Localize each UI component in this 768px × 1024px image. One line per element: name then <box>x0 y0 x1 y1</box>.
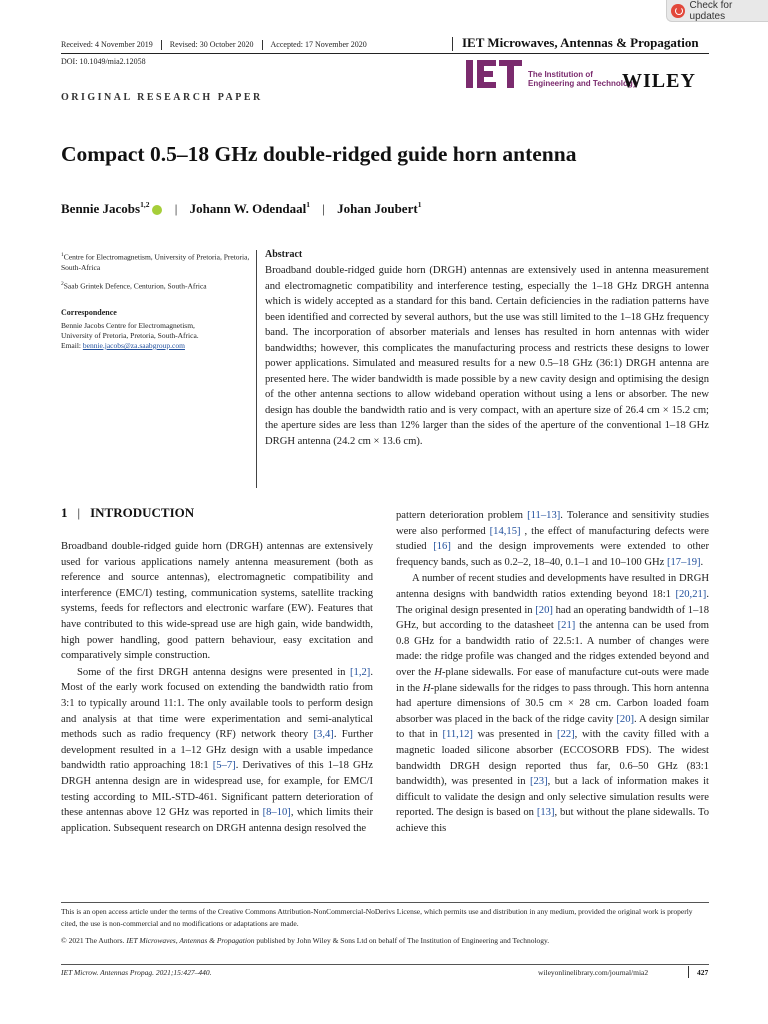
paragraph <box>396 571 709 836</box>
citation-link[interactable]: [13] <box>536 807 555 819</box>
paragraph <box>396 508 709 570</box>
citation-link[interactable]: [11–13] <box>527 510 561 521</box>
author-affiliation-marker: 1 <box>417 200 422 209</box>
left-column <box>61 539 373 836</box>
text-run: and the design improvements were extended to other frequency bands, such as 0.2–2, 18–40, 0.1–1 and 10–100 GHz <box>396 541 709 568</box>
abstract-divider <box>256 250 257 488</box>
correspondence-email-row <box>61 341 261 351</box>
email-label: Email: <box>61 341 81 350</box>
license-note: This is an open access article under the terms of the Creative Commons Attribution-NonCommercial-NoDerivs License, which permits use and distribution in any medium, provided the original work is properly cited, the use is non-commercial and no modifications or adaptations are made. <box>61 907 693 928</box>
author-separator: | <box>322 201 325 216</box>
text-run: , but without the plane sidewalls. To achieve this <box>396 807 709 834</box>
author-name[interactable]: Bennie Jacobs <box>61 201 141 216</box>
citation-link[interactable]: [21] <box>557 620 576 632</box>
iet-name-line2: Engineering and Technology <box>528 79 638 88</box>
text-run: the antenna can be used from 0.8 GHz for a bandwidth ratio of 22.5:1. A number of changes were made: the ridge profile was changed and the ridges extended beyond and over the <box>396 620 710 678</box>
author-name[interactable]: Johann W. Odendaal <box>189 201 307 216</box>
text-run: -plane sidewalls. For ease of manufacture cut-outs were made in the <box>396 666 709 694</box>
article-title: Compact 0.5–18 GHz double-ridged guide horn antenna <box>61 142 577 166</box>
citation-link[interactable]: [20,21] <box>675 588 707 600</box>
section-separator: | <box>77 505 81 520</box>
citation-link[interactable]: [22] <box>557 729 575 741</box>
text-run: , which limits their application. Subsequent research on DRGH antenna design resolved the <box>61 807 373 834</box>
text-run: . Tolerance and sensitivity studies were also performed <box>396 510 709 537</box>
text-run: . A design similar to that in <box>396 713 709 741</box>
author-affiliation-marker: 1,2 <box>140 200 150 209</box>
citation-link[interactable]: [20] <box>535 604 553 616</box>
author-name[interactable]: Johan Joubert <box>337 201 418 216</box>
text-run: , with the cavity filled with a magnetic loaded silicone absorber (ECCOSORB FDS). The widest bandwidth DRGH design reported thus far, 0.6–50 GHz (83:1 bandwidth), was presented in <box>396 729 710 788</box>
text-run: , but a lack of information makes it difficult to validate the design and only selective simulation results were reported. The design is based on <box>396 776 709 819</box>
text-run: had an operating bandwidth of 1–18 GHz, but according to the datasheet <box>396 604 709 632</box>
citation-line: IET Microw. Antennas Propag. 2021;15:427–440. <box>61 968 212 977</box>
iet-name-line1: The Institution of <box>528 70 593 79</box>
correspondence-line2: University of Pretoria, Pretoria, South-Africa. <box>61 331 199 340</box>
affiliation-text: Saab Grintek Defence, Centurion, South-Africa <box>63 281 207 291</box>
correspondence-line1: Bennie Jacobs Centre for Electromagnetism, <box>61 321 195 330</box>
email-link[interactable]: bennie.jacobs@za.saabgroup.com <box>82 341 185 350</box>
text-run: . The original design presented in <box>396 588 709 616</box>
section-number: 1 <box>61 505 68 520</box>
citation-link[interactable]: [11,12] <box>442 729 473 741</box>
paragraph: Broadband double-ridged guide horn (DRGH) antennas are extensively used for various applications namely antenna measurement (both as reference and source antennas), electromagnetic compatibility and interference (EMC/I) testing, communication systems, satellite tracking systems, feeds for reflectors and electronic warfare (EW). Features that have contributed to this wide-spread use are high gain, wide bandwidth, high power handling, good pattern behaviour, easy excitation and comparatively simple construction. <box>61 541 373 662</box>
accepted-date: Accepted: 17 November 2020 <box>270 40 367 49</box>
citation-link[interactable]: [23] <box>529 776 548 788</box>
check-for-updates-button[interactable] <box>666 0 768 22</box>
text-run: -plane sidewalls for the ridges to pass through. This horn antenna had aperture dimensions of 30.5 cm × 28 cm. Carbon loaded foam absorber was placed in the back of the ridge cavity <box>396 682 710 725</box>
iet-name <box>528 70 637 88</box>
footer-divider <box>688 966 689 978</box>
author-separator: | <box>174 201 178 216</box>
citation-link[interactable]: [14,15] <box>489 525 521 537</box>
wiley-logo: WILEY <box>622 70 696 92</box>
affiliation <box>61 279 261 292</box>
abstract-text: Broadband double-ridged guide horn (DRGH) antennas are extensively used in antenna measurement and electromagnetic compatibility and interference testing, especially the 1–18 GHz DRGH antenna which is widely accepted as a standard for this band. Certain deficiencies in the radiation patterns have been identified and corrected by several authors, but the use was still limited to the 1–18 GHz frequency band. The incorporation of absorber materials and lenses has resulted in horn antennas with wider bandwidths; however, this complicates the manufacturing process and restricts these designs to lower power applications. Simulated and measured results for a new 0.5–18 GHz (36:1) DRGH antenna are presented here. The wider bandwidth is made possible by a new cavity design and optimising the design of the other antenna sections to allow wideband operation without using a lens or absorber. The new design has double the bandwidth ratio and is very compact, with an aperture size of 26.4 cm × 15.2 cm; the aperture sides are less than 12% larger than the sides of the aperture of the conventional 1–18 GHz DRGH antenna (24.2 cm × 13.6 cm). <box>265 265 709 447</box>
correspondence <box>61 308 261 351</box>
text-run: . Most of the early work focused on extending the bandwidth ratio from 3:1 to typically around 11:1. The only available tools to perform design and analysis at that time were experimentation and semi-analytical methods such as radio frequency (RF) network theory <box>61 666 373 741</box>
section-heading <box>61 505 194 521</box>
text-run: © 2021 The Authors. <box>61 936 127 945</box>
copyright-note <box>61 935 709 947</box>
text-run: . Further development resulted in a 1–12 GHz design with a usable impedance bandwidth ratio approaching 18:1 <box>61 729 373 772</box>
citation-link[interactable]: [16] <box>433 541 451 553</box>
paragraph <box>61 665 373 837</box>
received-date: Received: 4 November 2019 <box>61 40 153 49</box>
author-list <box>61 200 421 217</box>
orcid-icon[interactable] <box>152 205 162 215</box>
text-run: pattern deterioration problem <box>396 510 528 521</box>
journal-url[interactable]: wileyonlinelibrary.com/journal/mia2 <box>538 968 649 977</box>
journal-italic: IET Microwaves, Antennas & Propagation <box>126 936 255 945</box>
iet-letters-icon <box>466 60 522 88</box>
page-number: 427 <box>697 968 709 977</box>
text-run: A number of recent studies and developments have resulted in DRGH antenna designs with bandwidth ratios extending beyond 18:1 <box>396 573 709 600</box>
affiliation-marker: 2 <box>61 281 64 287</box>
abstract <box>265 248 709 449</box>
citation-link[interactable]: [3,4] <box>313 729 334 741</box>
doi: DOI: 10.1049/mia2.12058 <box>61 57 146 66</box>
update-icon <box>671 4 685 18</box>
footnote-rule <box>61 902 709 903</box>
revised-date: Revised: 30 October 2020 <box>169 40 254 49</box>
text-run: was presented in <box>472 729 558 741</box>
affiliation-marker: 1 <box>61 252 64 258</box>
section-title: INTRODUCTION <box>90 505 195 520</box>
text-run: published by John Wiley & Sons Ltd on behalf of The Institution of Engineering and Technology. <box>254 936 550 945</box>
right-column <box>396 508 709 836</box>
check-for-updates-label: Check for updates <box>689 0 733 22</box>
italic-symbol: H <box>434 666 442 678</box>
text-run: . <box>700 556 704 568</box>
correspondence-heading: Correspondence <box>61 308 117 317</box>
citation-link[interactable]: [1,2] <box>350 666 371 678</box>
iet-logo <box>466 60 637 88</box>
header-divider <box>452 37 453 51</box>
header-rule <box>61 53 709 54</box>
affiliation-text: Centre for Electromagnetism, University of Pretoria, Pretoria, South-Africa <box>61 252 250 272</box>
page-footer-rule <box>61 964 709 965</box>
citation-link[interactable]: [17–19] <box>666 556 701 568</box>
citation-link[interactable]: [20] <box>616 713 635 725</box>
text-run: , the effect of manufacturing defects were studied <box>396 525 709 553</box>
journal-name: IET Microwaves, Antennas & Propagation <box>462 35 699 50</box>
author-affiliation-marker: 1 <box>306 200 311 209</box>
citation-link[interactable]: [8–10] <box>262 807 291 819</box>
italic-symbol: H <box>422 682 431 694</box>
affiliation <box>61 250 261 273</box>
text-run: . Derivatives of this 1–18 GHz DRGH antenna design are in widespread use, for example, for EMC/I testing according to MIL-STD-461. Significant pattern deterioration of these antennas above 12 GHz was reported in <box>61 760 373 819</box>
text-run: Some of the first DRGH antenna designs were presented in <box>77 666 351 678</box>
article-dates <box>61 40 367 50</box>
citation-link[interactable]: [5–7] <box>212 760 236 772</box>
paper-type: ORIGINAL RESEARCH PAPER <box>61 92 263 103</box>
abstract-heading: Abstract <box>265 249 303 260</box>
